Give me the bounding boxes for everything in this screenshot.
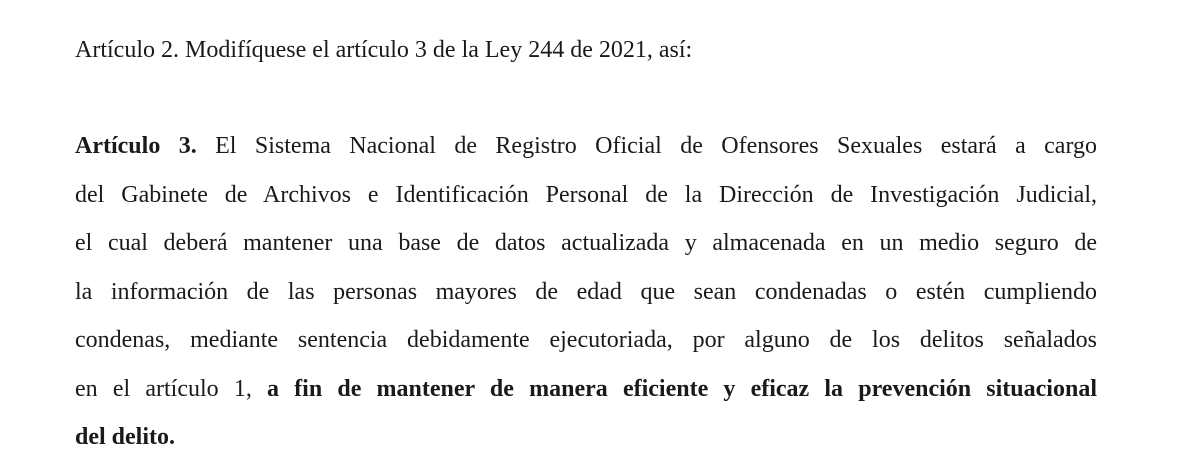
article-line-5: condenas, mediante sentencia debidamente ejecutoriada, por alguno de los delitos señalados: [75, 327, 1097, 353]
article-emphasis-line-6: a fin de mantener de manera eficiente y eficaz la prevención situacional: [267, 375, 1097, 402]
article-line-1-text: El Sistema Nacional de Registro Oficial de Ofensores Sexuales estará a cargo: [196, 133, 1097, 159]
article-emphasis-line-7: del delito.: [75, 424, 175, 450]
article-line-1: [75, 126, 1097, 175]
article-line-2: del Gabinete de Archivos e Identificación Personal de la Dirección de Investigación Judicial,: [75, 181, 1097, 208]
article-line-6: [75, 369, 1097, 418]
article-line-4: la información de las personas mayores de edad que sean condenadas o estén cumpliendo: [75, 278, 1097, 305]
article-heading: Artículo 3.: [75, 133, 197, 159]
article-line-3: el cual deberá mantener una base de datos actualizada y almacenada en un medio seguro de: [75, 230, 1097, 256]
article-line-6-text: en el artículo 1,: [75, 375, 267, 402]
intro-paragraph: Artículo 2. Modifíquese el artículo 3 de la Ley 244 de 2021, así:: [75, 37, 693, 63]
article-3-paragraph: [75, 126, 1097, 466]
